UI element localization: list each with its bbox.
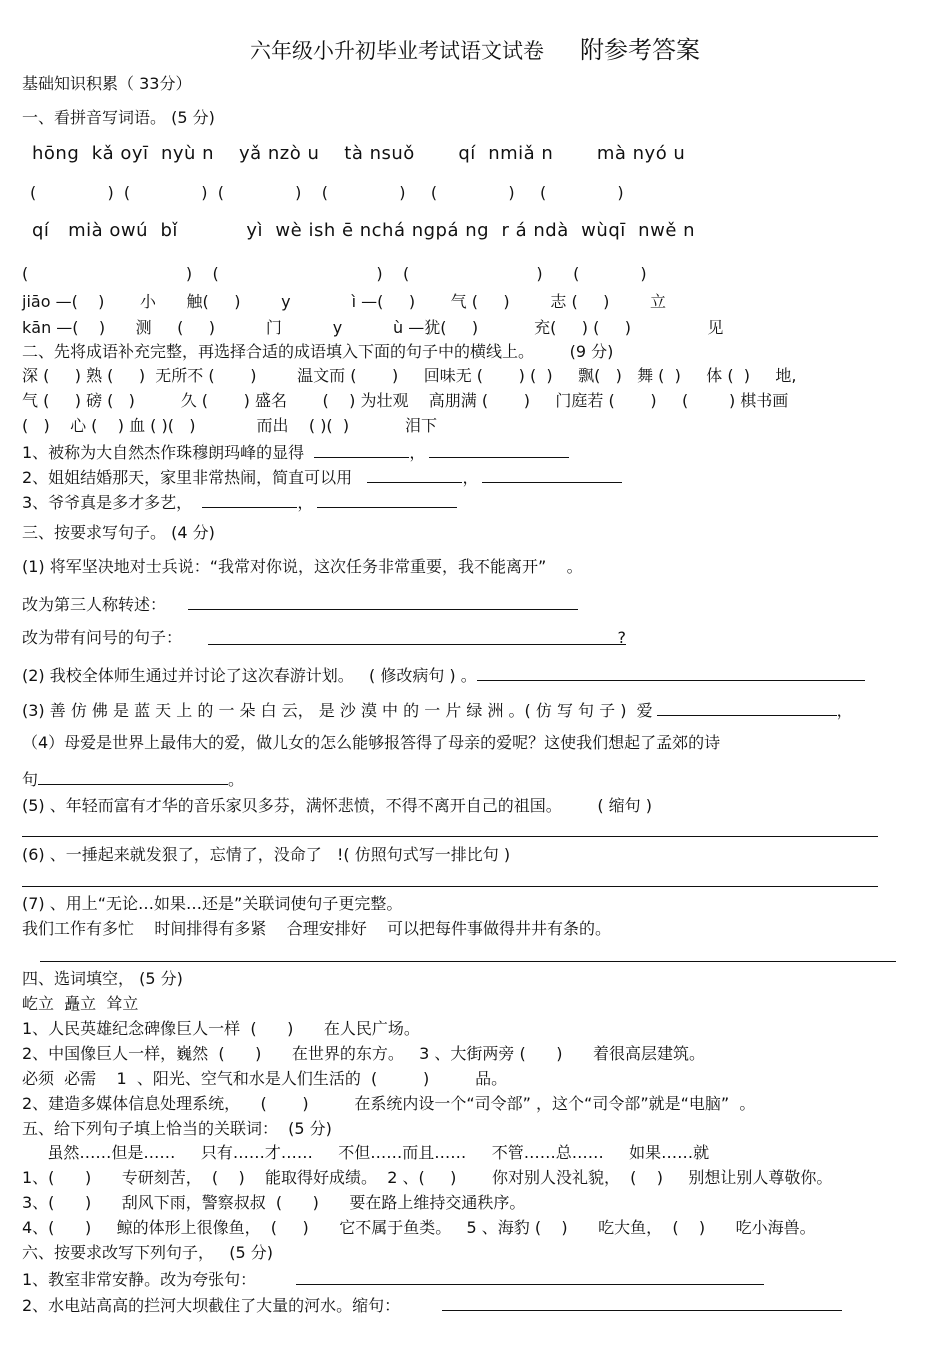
conjunction-choices: 虽然……但是…… 只有……才…… 不但……而且…… 不管……总…… 如果……就 [22,1143,710,1162]
third-person-task: 改为第三人称转述： [22,593,578,615]
answer-blank[interactable] [314,441,409,458]
section-4-heading: 四、选词填空， (5 分) [22,969,183,988]
page-title [0,30,950,65]
fill-question-2[interactable]: 2、中国像巨人一样，巍然 ( ) 在世界的东方。 3 、大街两旁 ( ) 着很高层建筑。 [22,1044,705,1063]
idiom-row-2[interactable]: 气 ( ) 磅 ( ) 久 ( ) 盛名 ( ) 为壮观 高朋满 ( ) 门庭若 ( ) ( ) 棋书画 [22,391,789,410]
fill-question-1[interactable]: 1、人民英雄纪念碑像巨人一样 ( ) 在人民广场。 [22,1019,420,1038]
rewrite-question-2: 2、水电站高高的拦河大坝截住了大量的河水。缩句： [22,1294,842,1316]
answer-blank[interactable] [296,1268,764,1285]
idiom-row-3[interactable]: ( ) 心 ( ) 血 ( )( ) 而出 ( )( ) 泪下 [22,416,438,435]
answer-blank[interactable] [477,664,865,681]
idiom-question-2: 2、姐姐结婚那天，家里非常热闹，简直可以用 ， [22,466,622,488]
section-1-heading: 一、看拼音写词语。 (5 分) [22,108,215,127]
answer-brackets-row-2[interactable]: ( ) ( ) ( ) ( ) [22,264,647,283]
answer-blank[interactable] [317,491,457,508]
polyphone-row-2[interactable]: kān —( ) 测 ( ) 门 y ù —犹( ) 充( ) ( ) 见 [22,318,724,337]
conjunction-question-3[interactable]: 3、( ) 刮风下雨，警察叔叔 ( ) 要在路上维持交通秩序。 [22,1193,526,1212]
sentence-task-5: (5) 、年轻而富有才华的音乐家贝多芬，满怀悲愤，不得不离开自己的祖国。 ( 缩句 ) [22,796,653,815]
rewrite-question-1: 1、教室非常安静。改为夸张句： [22,1268,764,1290]
pinyin-row-2: qí mià owú bǐ yì wè ish ē nchá ngpá ng r á ndà wùqī nwě n [32,220,696,241]
sentence-task-7: (7) 、用上“无论…如果…还是”关联词使句子更完整。 [22,894,403,913]
section-2-heading: 二、先将成语补充完整，再选择合适的成语填入下面的句子中的横线上。 (9 分) [22,342,614,361]
section-6-heading: 六、按要求改写下列句子， (5 分) [22,1243,274,1262]
sentence-task-4: （4）母爱是世界上最伟大的爱，做儿女的怎么能够报答得了母亲的爱呢？这使我们想起了孟郊的诗 [22,733,721,752]
sentence-task-1: (1) 将军坚决地对士兵说：“我常对你说，这次任务非常重要，我不能离开” 。 [22,557,583,576]
sentence-task-2: (2) 我校全体师生通过并讨论了这次春游计划。 ( 修改病句 ) 。 [22,664,865,686]
sentence-task-3: (3) 善 仿 佛 是 蓝 天 上 的 一 朵 白 云， 是 沙 漠 中 的 一 片 绿 洲 。( 仿 写 句 子 ) 爱 ， [22,701,853,720]
answer-line[interactable] [22,886,878,887]
conjunction-question-1-2[interactable]: 1、( ) 专研刻苦， ( ) 能取得好成绩。 2 、( ) 你对别人没礼貌， ( ) 别想让别人尊敬你。 [22,1168,833,1187]
sentence-task-4-blank: 句 。 [22,770,245,789]
idiom-question-3: 3、爷爷真是多才多艺， ， [22,491,457,513]
section-basic-knowledge: 基础知识积累（ 33分） [22,74,192,93]
section-3-heading: 三、按要求写句子。 (4 分) [22,523,215,542]
answer-blank[interactable]: ? [208,628,626,645]
sentence-task-6: (6) 、一捶起来就发狠了，忘情了，没命了 !( 仿照句式写一排比句 ) [22,845,511,864]
answer-blank[interactable] [367,466,462,483]
fill-question-3[interactable]: 必须 必需 1 、阳光、空气和水是人们生活的 ( ) 品。 [22,1069,508,1088]
answer-line[interactable] [22,836,878,837]
sentence-task-7-text: 我们工作有多忙 时间排得有多紧 合理安排好 可以把每件事做得井井有条的。 [22,919,612,938]
question-mark-task: 改为带有问号的句子： ? [22,628,627,647]
answer-line[interactable] [40,961,896,962]
exam-subtitle: 附参考答案 [580,36,700,64]
section-5-heading: 五、给下列句子填上恰当的关联词： (5 分) [22,1119,332,1138]
fill-question-4[interactable]: 2、建造多媒体信息处理系统， ( ) 在系统内设一个“司令部” ，这个“司令部”就是“电脑” 。 [22,1094,756,1113]
answer-blank[interactable] [188,593,578,610]
answer-blank[interactable] [442,1294,842,1311]
word-choices-1: 屹立 矗立 耸立 [22,994,139,1013]
pinyin-row-1: hōng kǎ oyī nyù n yǎ nzò u tà nsuǒ qí nmiǎ n mà nyó u [32,143,686,164]
answer-blank[interactable] [429,441,569,458]
idiom-row-1[interactable]: 深 ( ) 熟 ( ) 无所不 ( ) 温文而 ( ) 回味无 ( ) ( ) 飘( ) 舞 ( ) 体 ( ) 地, [22,366,797,385]
answer-blank[interactable] [482,466,622,483]
conjunction-question-4-5[interactable]: 4、( ) 鲸的体形上很像鱼， ( ) 它不属于鱼类。 5 、海豹 ( ) 吃大鱼， ( ) 吃小海兽。 [22,1218,816,1237]
answer-brackets-row-1[interactable]: ( ) ( ) ( ) ( ) ( ) ( ) [30,183,624,202]
answer-blank[interactable] [38,768,228,785]
answer-blank[interactable] [657,699,837,716]
idiom-question-1: 1、被称为大自然杰作珠穆朗玛峰的显得 ， [22,441,569,463]
polyphone-row-1[interactable]: jiāo —( ) 小 触( ) y ì —( ) 气 ( ) 志 ( ) 立 [22,292,667,311]
answer-blank[interactable] [202,491,297,508]
exam-title: 六年级小升初毕业考试语文试卷 [250,39,544,63]
